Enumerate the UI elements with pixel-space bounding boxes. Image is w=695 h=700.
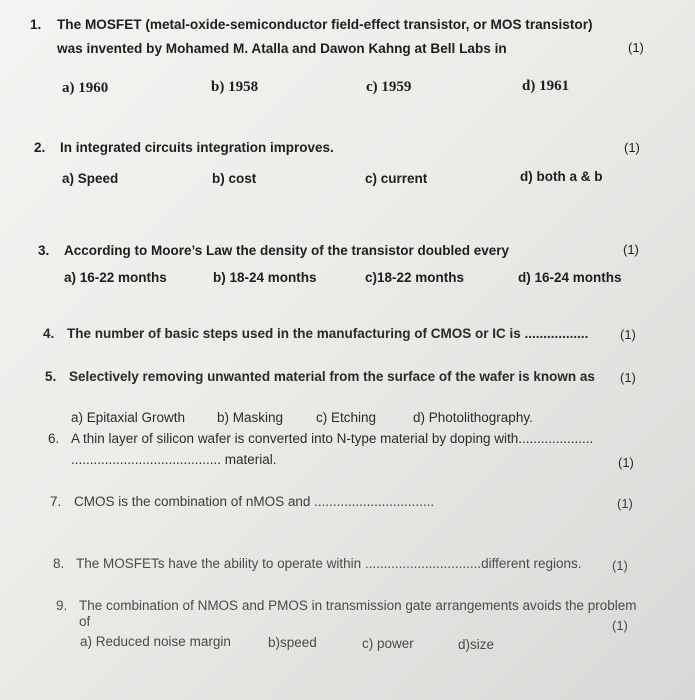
q1-number: 1. bbox=[30, 17, 42, 32]
q5-option-d: d) Photolithography. bbox=[413, 410, 533, 425]
q1-option-b: b) 1958 bbox=[211, 79, 259, 95]
q2-option-c: c) current bbox=[365, 171, 428, 186]
q8-marks: (1) bbox=[612, 558, 628, 573]
q3-option-a: a) 16-22 months bbox=[64, 270, 167, 285]
q1-marks: (1) bbox=[628, 40, 644, 55]
q9-text-line2: of bbox=[79, 614, 91, 629]
q6-marks: (1) bbox=[618, 455, 634, 470]
q2-option-b: b) cost bbox=[212, 171, 257, 186]
q9-option-c: c) power bbox=[362, 636, 414, 651]
q4-number: 4. bbox=[43, 326, 55, 341]
q1-text-line1: The MOSFET (metal-oxide-semiconductor field-effect transistor, or MOS transistor) bbox=[57, 17, 593, 32]
q1-option-a: a) 1960 bbox=[62, 80, 109, 96]
q1-text-line2: was invented by Mohamed M. Atalla and Dawon Kahng at Bell Labs in bbox=[57, 41, 507, 56]
q5-option-b: b) Masking bbox=[217, 410, 284, 425]
q3-text: According to Moore’s Law the density of the transistor doubled every bbox=[64, 243, 510, 258]
q1-option-c: c) 1959 bbox=[366, 79, 412, 95]
q2-marks: (1) bbox=[624, 140, 640, 155]
q9-text-line1: The combination of NMOS and PMOS in transmission gate arrangements avoids the problem bbox=[79, 598, 637, 613]
q9-number: 9. bbox=[56, 598, 68, 613]
q3-marks: (1) bbox=[623, 242, 639, 257]
q2-text: In integrated circuits integration improves. bbox=[60, 140, 334, 155]
q8-text: The MOSFETs have the ability to operate within ...............................different regions. bbox=[76, 556, 582, 571]
q7-marks: (1) bbox=[617, 496, 633, 511]
q7-text: CMOS is the combination of nMOS and ................................ bbox=[74, 494, 435, 509]
q9-marks: (1) bbox=[612, 618, 628, 633]
q5-option-a: a) Epitaxial Growth bbox=[71, 410, 186, 425]
q5-text: Selectively removing unwanted material from the surface of the wafer is known as bbox=[69, 369, 595, 384]
q2-option-a: a) Speed bbox=[62, 171, 119, 186]
q6-text-line2: ........................................ material. bbox=[71, 452, 277, 467]
q7-number: 7. bbox=[50, 494, 62, 509]
q8-number: 8. bbox=[53, 556, 65, 571]
q5-option-c: c) Etching bbox=[316, 410, 377, 425]
q2-number: 2. bbox=[34, 140, 46, 155]
q9-option-a: a) Reduced noise margin bbox=[80, 634, 231, 649]
q3-option-c: c)18-22 months bbox=[365, 270, 465, 285]
q1-option-d: d) 1961 bbox=[522, 78, 570, 94]
q5-number: 5. bbox=[45, 369, 57, 384]
q3-number: 3. bbox=[38, 243, 50, 258]
q4-text: The number of basic steps used in the manufacturing of CMOS or IC is ................. bbox=[67, 326, 589, 341]
q2-option-d: d) both a & b bbox=[520, 169, 603, 184]
q3-option-d: d) 16-24 months bbox=[518, 270, 622, 285]
q9-option-d: d)size bbox=[458, 637, 495, 652]
q4-marks: (1) bbox=[620, 327, 636, 342]
q6-text-line1: A thin layer of silicon wafer is converted into N-type material by doping with.................... bbox=[71, 431, 594, 446]
q9-option-b: b)speed bbox=[268, 635, 317, 650]
q5-marks: (1) bbox=[620, 370, 636, 385]
q6-number: 6. bbox=[48, 431, 60, 446]
q3-option-b: b) 18-24 months bbox=[213, 270, 317, 285]
